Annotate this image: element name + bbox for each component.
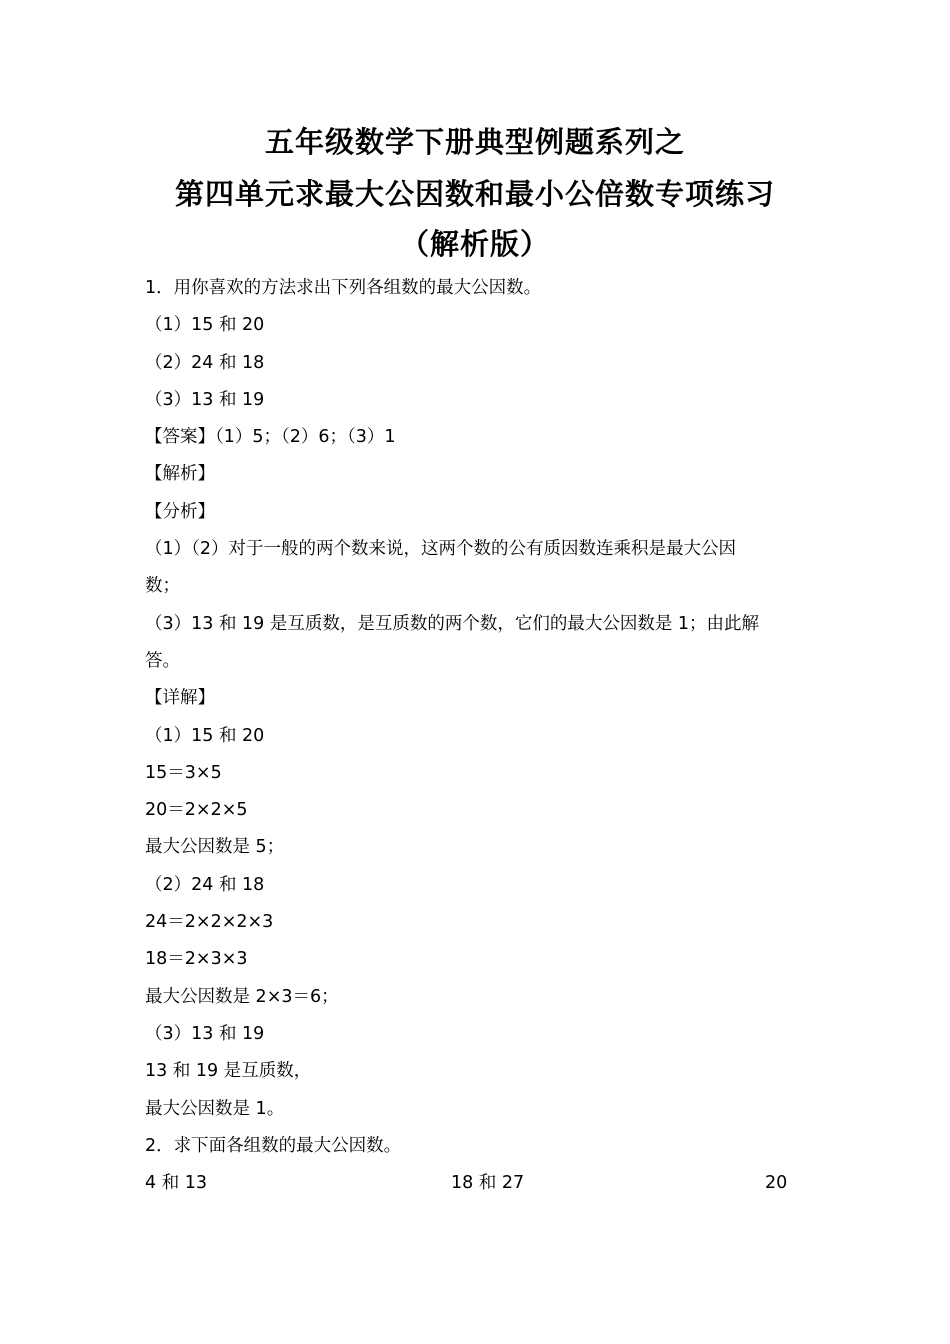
breakdown-heading: 【分析】: [145, 501, 215, 522]
question-1-part-3: （3）13 和 19: [145, 389, 265, 410]
answer-line: 【答案】（1）5；（2）6；（3）1: [145, 427, 396, 448]
detail-gcd-2: 最大公因数是 2×3＝6；: [145, 986, 339, 1007]
question-2-item-1: 4 和 13: [145, 1173, 208, 1194]
analysis-heading: 【解析】: [145, 464, 215, 485]
detail-heading: 【详解】: [145, 688, 215, 709]
question-2-prompt: 2．求下面各组数的最大公因数。: [145, 1135, 402, 1156]
title-line-3: （解析版）: [399, 227, 550, 261]
question-1-part-1: （1）15 和 20: [145, 315, 265, 336]
detail-factor-24: 24＝2×2×2×3: [145, 912, 274, 933]
title-line-2: 第四单元求最大公因数和最小公倍数专项练习: [174, 177, 775, 211]
question-1-part-2: （2）24 和 18: [145, 352, 265, 373]
breakdown-text-2-cont: 答。: [145, 650, 180, 671]
detail-gcd-1: 最大公因数是 5；: [145, 837, 285, 858]
detail-factor-18: 18＝2×3×3: [145, 949, 248, 970]
question-2-item-2: 18 和 27: [451, 1173, 525, 1194]
question-2-items: [145, 1165, 805, 1202]
detail-factor-15: 15＝3×5: [145, 762, 222, 783]
question-1-prompt: 1．用你喜欢的方法求出下列各组数的最大公因数。: [145, 278, 542, 298]
breakdown-text-1: （1）（2）对于一般的两个数来说，这两个数的公有质因数连乘积是最大公因: [145, 539, 737, 560]
detail-gcd-3: 最大公因数是 1。: [145, 1098, 285, 1119]
breakdown-text-2: （3）13 和 19 是互质数，是互质数的两个数，它们的最大公因数是 1；由此解: [145, 613, 760, 634]
question-2-item-3: 20: [765, 1173, 788, 1194]
detail-coprime: 13 和 19 是互质数，: [145, 1061, 312, 1082]
breakdown-text-1-cont: 数；: [145, 576, 180, 597]
detail-part-2: （2）24 和 18: [145, 874, 265, 895]
detail-part-1: （1）15 和 20: [145, 725, 265, 746]
detail-part-3: （3）13 和 19: [145, 1023, 265, 1044]
detail-factor-20: 20＝2×2×5: [145, 800, 248, 821]
title-line-1: 五年级数学下册典型例题系列之: [264, 125, 685, 159]
document-body: [145, 270, 805, 1202]
